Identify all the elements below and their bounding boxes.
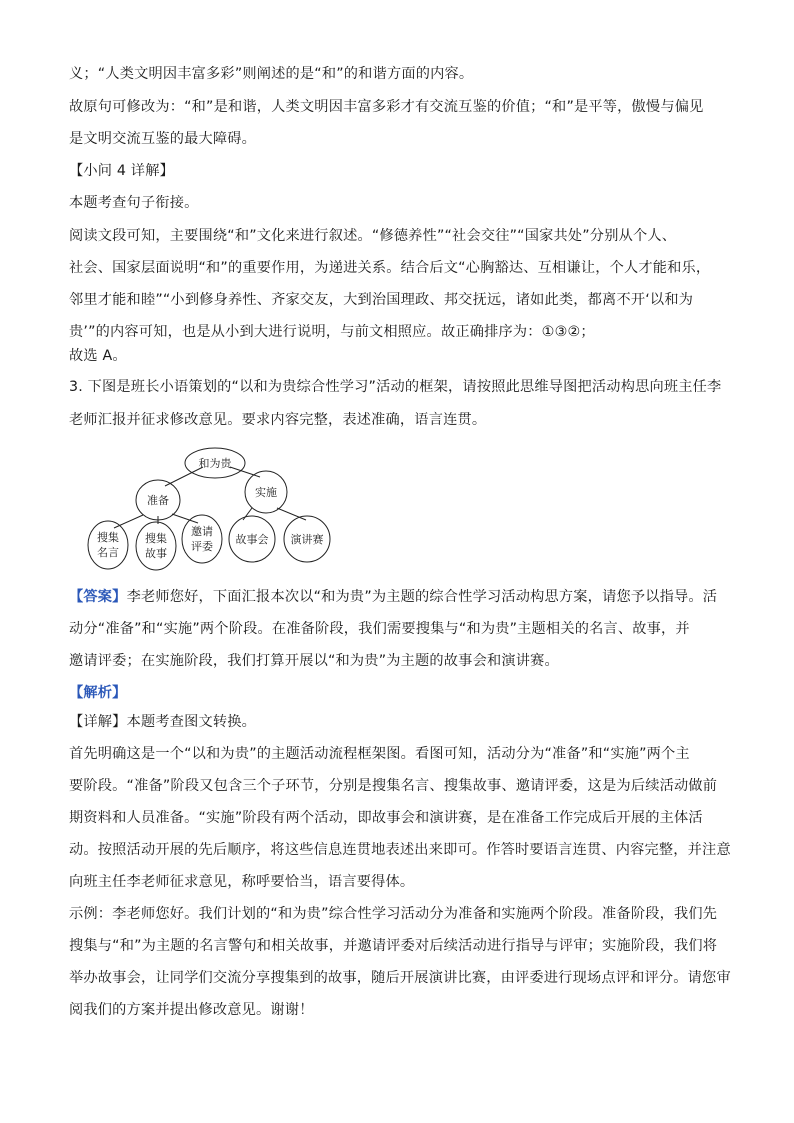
mind-map-diagram — [80, 440, 350, 580]
invite-judges-node — [182, 515, 222, 563]
detail-line: 向班主任李老师征求意见，称呼要恰当，语言要得体。 — [69, 874, 415, 890]
detail-line: 首先明确这是一个“以和为贵”的主题活动流程框架图。看图可知，活动分为“准备”和“实施”两个主 — [69, 746, 690, 762]
text-line: 故原句可修改为：“和”是和谐，人类文明因丰富多彩才有交流互鉴的价值；“和”是平等，傲慢与偏见 — [69, 99, 704, 115]
detail-line: 期资料和人员准备。“实施”阶段有两个活动，即故事会和演讲赛，是在准备工作完成后开展的主体活 — [69, 810, 703, 826]
detail-line: 【详解】本题考查图文转换。 — [69, 714, 257, 730]
child-label: 演讲赛 — [290, 533, 324, 546]
collect-stories-node — [136, 522, 176, 570]
text-line: 义；“人类文明因丰富多彩”则阐述的是“和”的和谐方面的内容。 — [69, 66, 474, 82]
child-label: 名言 — [97, 546, 119, 559]
answer-line: 【答案】李老师您好，下面汇报本次以“和为贵”为主题的综合性学习活动构思方案，请您予以指导。活 — [69, 589, 718, 605]
section-heading: 【小问 4 详解】 — [69, 163, 174, 179]
detail-tag: 【详解】 — [69, 714, 127, 730]
child-label: 故事 — [145, 547, 167, 560]
detail-line: 示例：李老师您好。我们计划的“和为贵”综合性学习活动分为准备和实施两个阶段。准备阶段，我们先 — [69, 906, 718, 922]
detail-line: 要阶段。“准备”阶段又包含三个子环节，分别是搜集名言、搜集故事、邀请评委，这是为后续活动做前 — [69, 778, 718, 794]
question-line: 老师汇报并征求修改意见。要求内容完整，表述准确，语言连贯。 — [69, 412, 487, 428]
child-label: 搜集 — [145, 532, 167, 545]
text-line: 贵’”的内容可知，也是从小到大进行说明，与前文相照应。故正确排序为：①③②； — [69, 324, 595, 340]
detail-line: 举办故事会，让同学们交流分享搜集到的故事，随后开展演讲比赛，由评委进行现场点评和评分。请您审 — [69, 970, 731, 986]
child-label: 评委 — [191, 540, 213, 553]
analysis-tag: 【解析】 — [69, 685, 127, 701]
collect-quotes-node — [88, 521, 128, 569]
child-label: 故事会 — [235, 533, 269, 546]
answer-line: 邀请评委；在实施阶段，我们打算开展以“和为贵”为主题的故事会和演讲赛。 — [69, 653, 559, 669]
prepare-label: 准备 — [147, 494, 169, 507]
child-label: 邀请 — [191, 525, 213, 538]
text-line: 阅读文段可知，主要围绕“和”文化来进行叙述。“修德养性”“社会交往”“国家共处”分别从个人、 — [69, 228, 677, 244]
text-line: 本题考查句子衔接。 — [69, 195, 199, 211]
detail-line: 动。按照活动开展的先后顺序，将这些信息连贯地表述出来即可。作答时要语言连贯、内容完整，并注意 — [69, 842, 731, 858]
implement-label: 实施 — [255, 486, 277, 499]
child-label: 搜集 — [97, 531, 119, 544]
detail-line: 搜集与“和”为主题的名言警句和相关故事，并邀请评委对后续活动进行指导与评审；实施阶段，我们将 — [69, 938, 718, 954]
root-label: 和为贵 — [198, 457, 232, 470]
detail-line: 阅我们的方案并提出修改意见。谢谢！ — [69, 1002, 314, 1018]
text-line: 是文明交流互鉴的最大障碍。 — [69, 131, 257, 147]
text-line: 社会、国家层面说明“和”的重要作用，为递进关系。结合后文“心胸豁达、互相谦让，个人才能和乐， — [69, 260, 711, 276]
text-line: 故选 A。 — [69, 348, 127, 364]
answer-line: 动分“准备”和“实施”两个阶段。在准备阶段，我们需要搜集与“和为贵”主题相关的名言、故事，并 — [69, 621, 690, 637]
answer-tag: 【答案】 — [69, 589, 127, 605]
text-line: 邻里才能和睦”“小到修身养性、齐家交友，大到治国理政、邦交抚远，诸如此类，都离不开‘以和为 — [69, 292, 694, 308]
question-line: 3. 下图是班长小语策划的“以和为贵综合性学习”活动的框架，请按照此思维导图把活动构思向班主任李 — [69, 379, 722, 395]
